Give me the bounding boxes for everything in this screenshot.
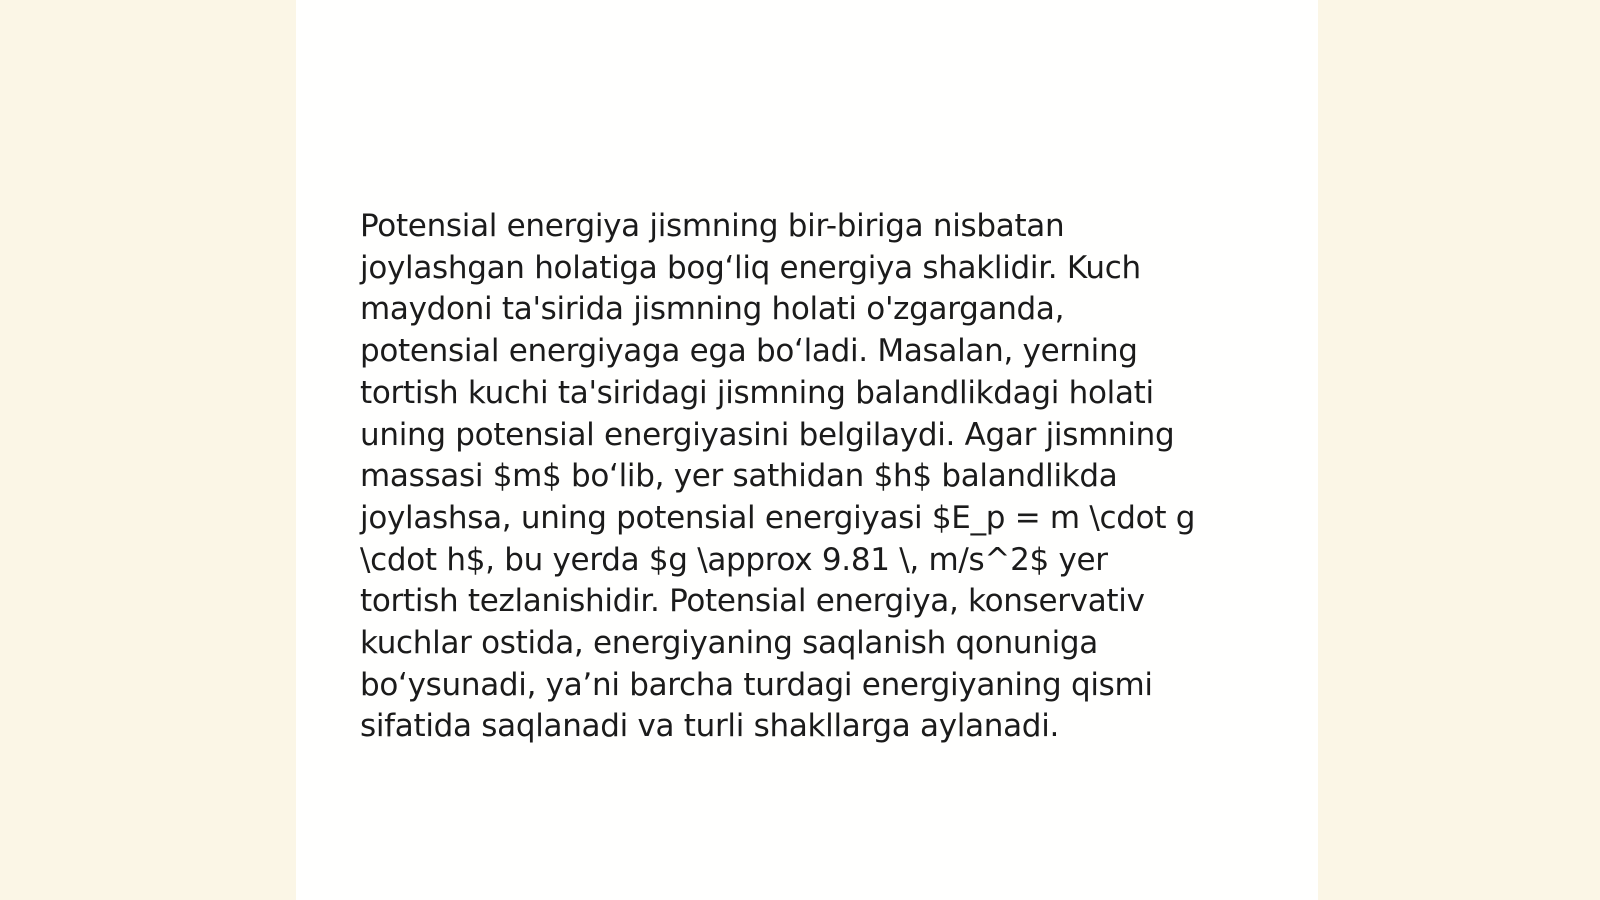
right-margin-background [1318, 0, 1600, 900]
body-paragraph: Potensial energiya jismning bir-biriga nisbatan joylashgan holatiga bog‘liq energiya shaklidir. Kuch maydoni ta'sirida jismning holati o'zgarganda, potensial energiyaga ega bo‘ladi. Masalan, yerning tortish kuchi ta'siridagi jismning balandlikdagi holati uning potensial energiyasini belgilaydi. Agar jismning massasi $m$ bo‘lib, yer sathidan $h$ balandlikda joylashsa, uning potensial energiyasi $E_p = m \cdot g \cdot h$, bu yerda $g \approx 9.81 \, m/s^2$ yer tortish tezlanishidir. Potensial energiya, konservativ kuchlar ostida, energiyaning saqlanish qonuniga bo‘ysunadi, ya’ni barcha turdagi energiyaning qismi sifatida saqlanadi va turli shakllarga aylanadi. [360, 208, 1196, 745]
left-margin-background [0, 0, 296, 900]
